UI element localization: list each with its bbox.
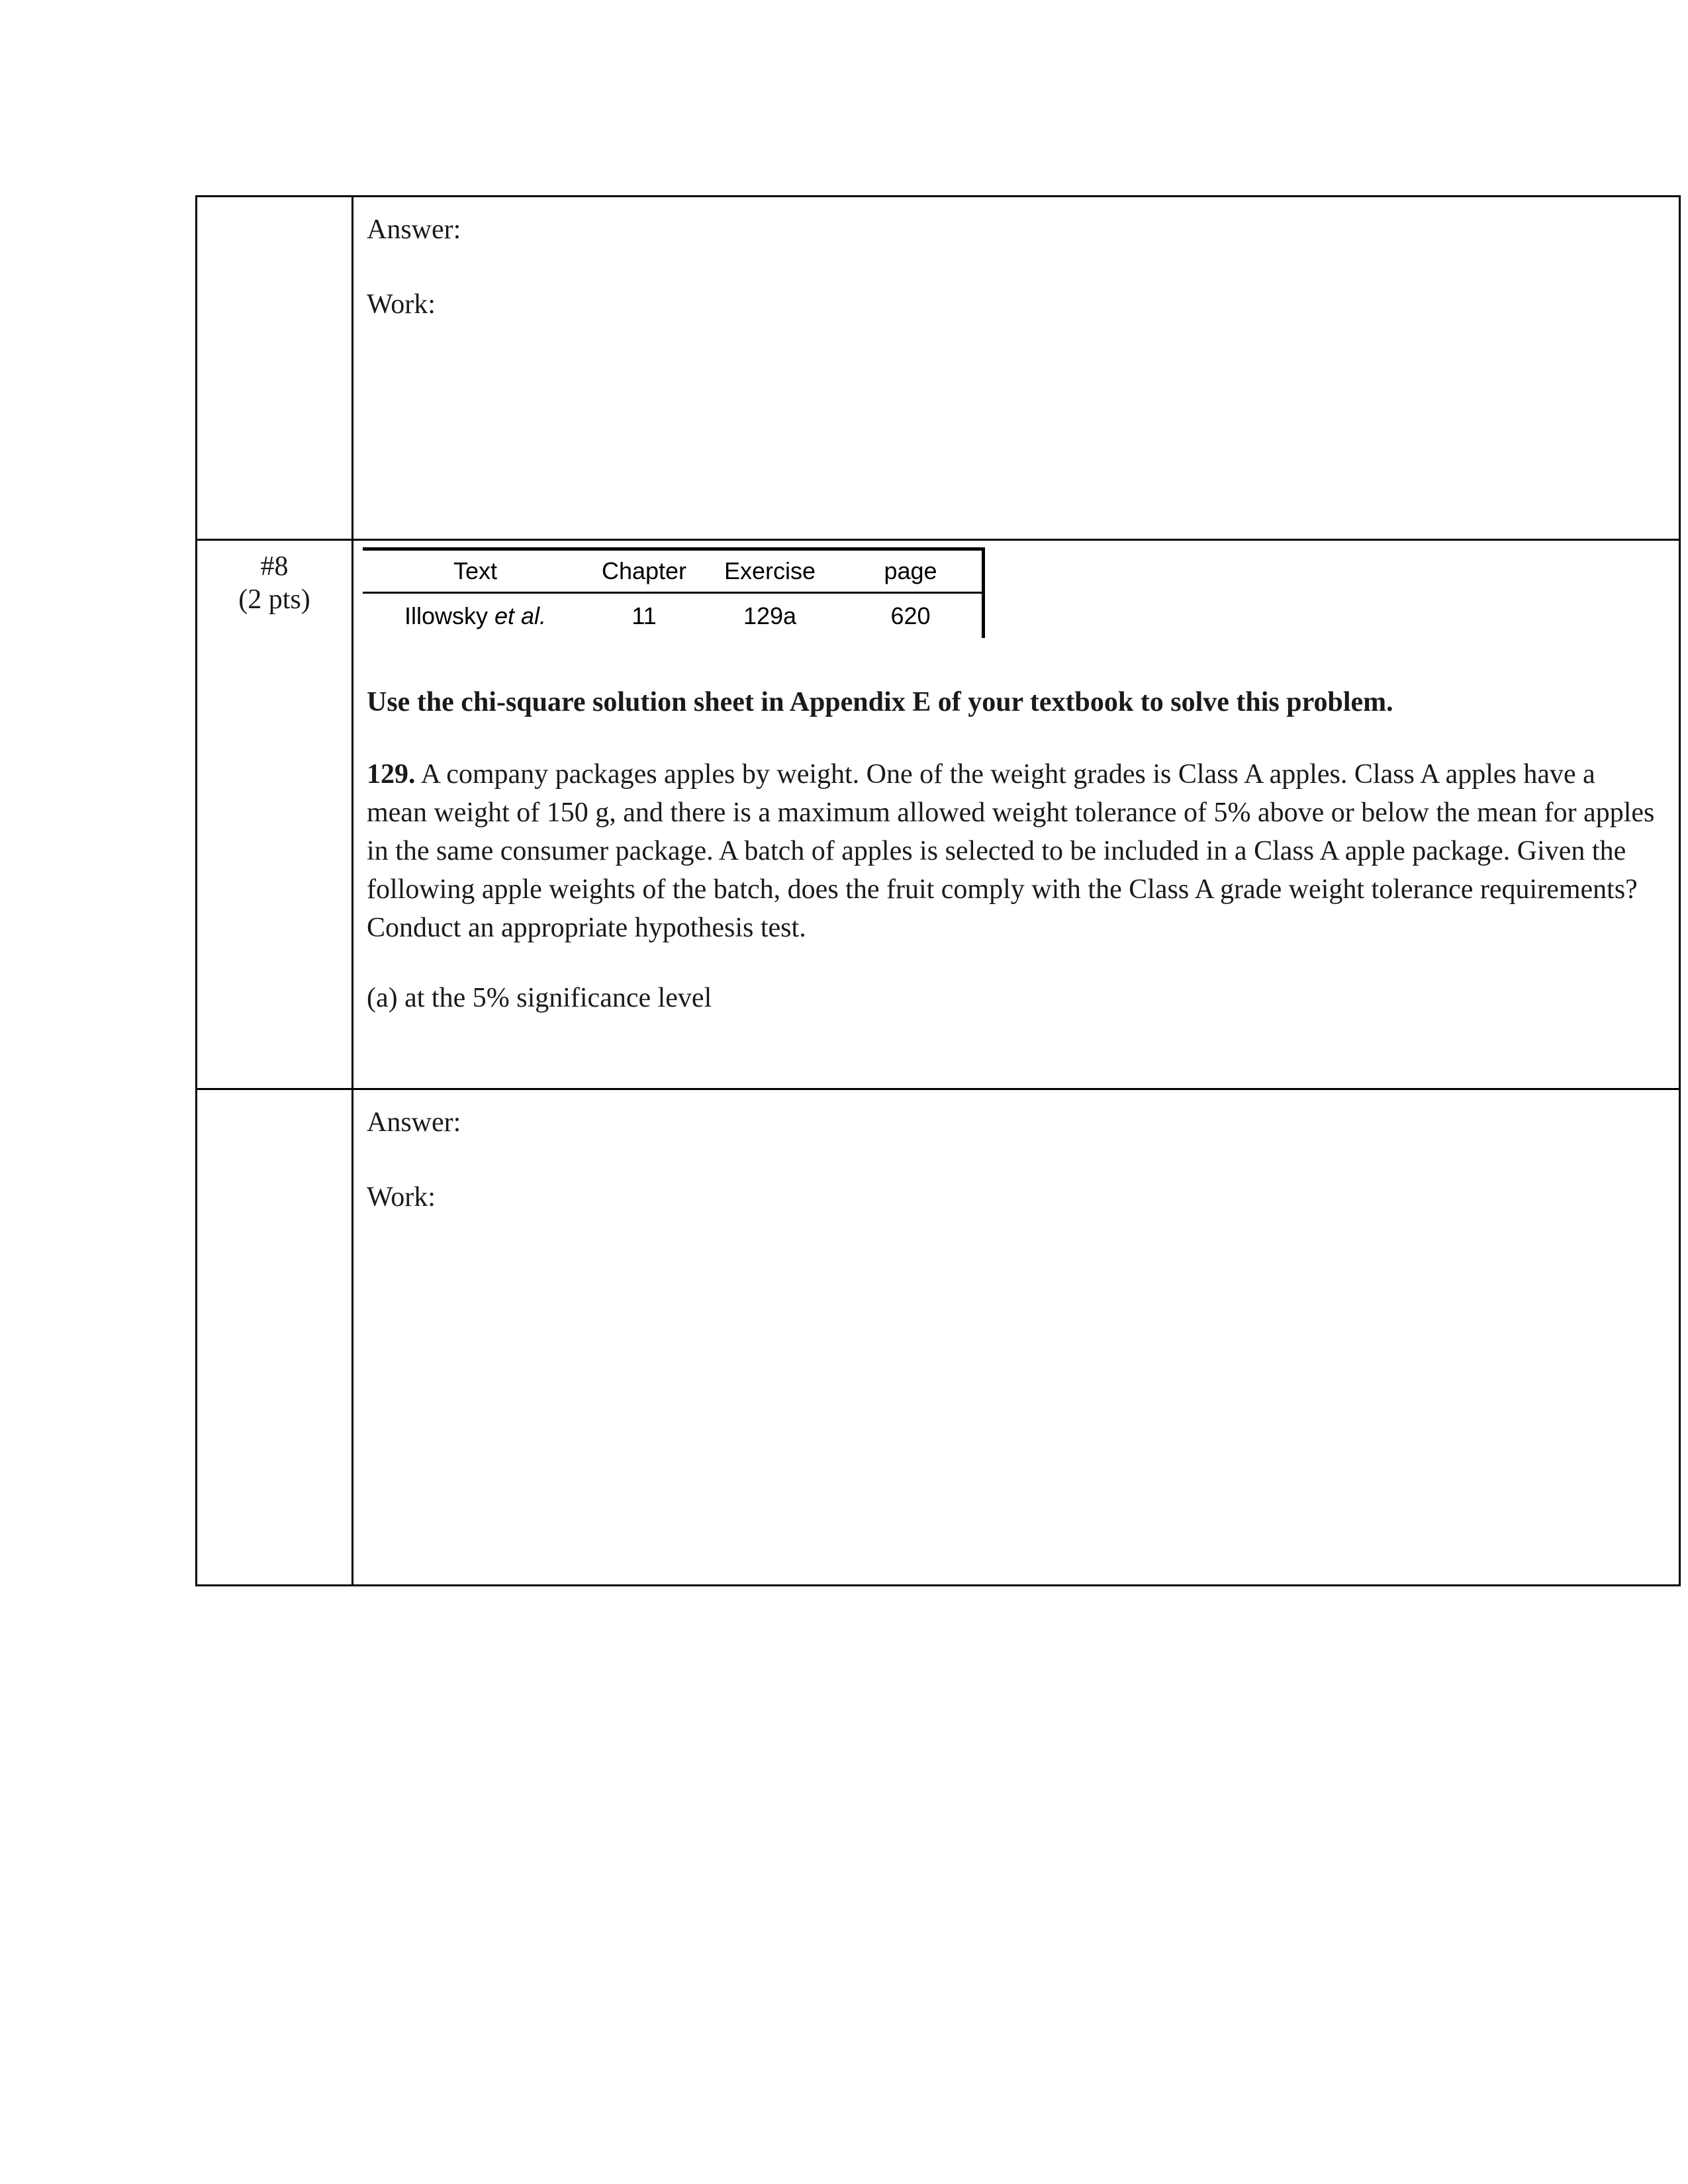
- work-label: Work:: [367, 1182, 436, 1213]
- ref-author-etal: et al.: [494, 602, 547, 629]
- problem-label-cell: [197, 541, 353, 1088]
- reference-table-data-row: [363, 594, 982, 638]
- ref-header-exercise: Exercise: [724, 557, 816, 584]
- ref-header-text: Text: [453, 557, 498, 584]
- ref-value-page: 620: [890, 602, 931, 629]
- worksheet-table: [195, 195, 1681, 1586]
- work-label: Work:: [367, 289, 436, 320]
- ref-author-name: Illowsky: [404, 602, 488, 629]
- table-row: [197, 197, 1679, 539]
- ref-header-chapter: Chapter: [601, 557, 687, 584]
- problem-text-number: 129.: [367, 759, 416, 790]
- problem-label-cell-empty: [197, 1090, 353, 1584]
- reference-table: [363, 547, 985, 638]
- ref-value-text: [363, 602, 588, 630]
- part-a-text: (a) at the 5% significance level: [367, 983, 712, 1014]
- answer-label: Answer:: [367, 214, 461, 245]
- ref-header-page: page: [884, 557, 937, 584]
- problem-label-cell-empty: [197, 197, 353, 539]
- problem-number: #8: [260, 551, 289, 582]
- problem-text: [367, 755, 1659, 947]
- instruction-text: Use the chi-square solution sheet in Appendix E of your textbook to solve this problem.: [367, 687, 1393, 717]
- problem-text-body: A company packages apples by weight. One of the weight grades is Class A apples. Class A apples have a mean weight of 150 g, and there is a maximum allowed weight tolerance of 5% above or below the mean for apples in the same consumer package. A batch of apples is selected to be included in a Class A apple package. Given the following apple weights of the batch, does the fruit comply with the Class A grade weight tolerance requirements? Conduct an appropriate hypothesis test.: [367, 759, 1655, 944]
- answer-work-cell: [353, 197, 1679, 539]
- ref-value-chapter: 11: [632, 602, 657, 629]
- problem-statement-cell: [353, 541, 1679, 1088]
- problem-points: (2 pts): [238, 584, 310, 615]
- table-row: [197, 1088, 1679, 1584]
- reference-table-header-row: [363, 551, 982, 594]
- answer-work-cell: [353, 1090, 1679, 1584]
- ref-value-exercise: 129a: [743, 602, 797, 629]
- answer-label: Answer:: [367, 1107, 461, 1138]
- table-row: [197, 539, 1679, 1088]
